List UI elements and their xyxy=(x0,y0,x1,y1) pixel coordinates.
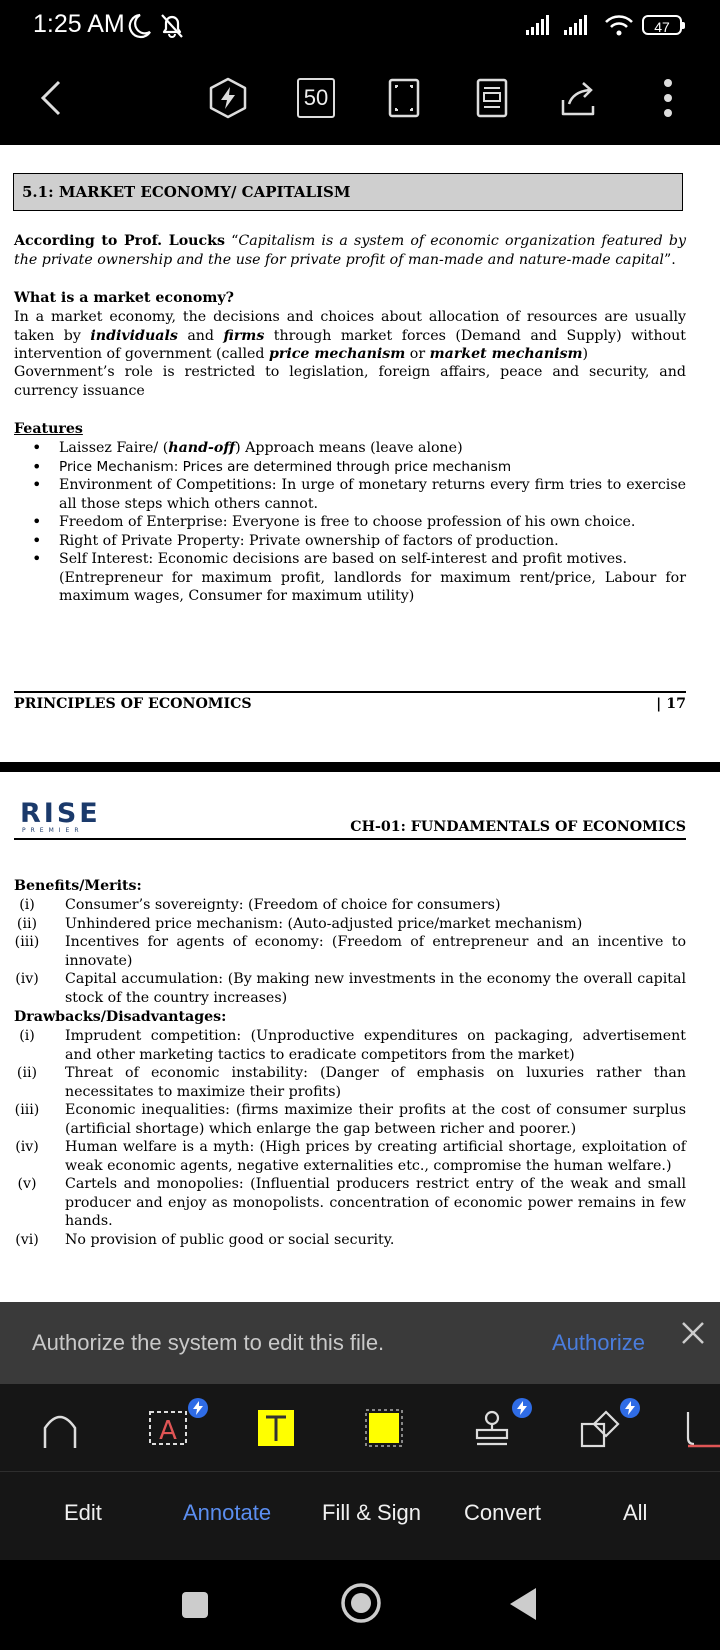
viewer-toolbar xyxy=(0,56,720,144)
stamp-icon xyxy=(472,1408,512,1448)
text-run: through market forces (Demand and Supply) without intervention of government (called xyxy=(14,327,686,362)
home-circle-icon xyxy=(340,1582,382,1624)
bolt-icon xyxy=(192,1401,204,1415)
drawbacks-heading: Drawbacks/Disadvantages: xyxy=(14,1009,227,1025)
drawbacks-list xyxy=(14,1027,686,1249)
list-item xyxy=(14,1064,686,1101)
bell-muted-icon xyxy=(162,15,182,37)
item-number: (vi) xyxy=(15,1231,39,1248)
document-icon xyxy=(476,78,508,118)
item-text: Economic inequalities: (firms maximize their profits at the cost of consumer surplus (artificial shortage) which enlarge the gap between richer and poorer.) xyxy=(65,1102,686,1137)
bolt-icon xyxy=(516,1401,528,1415)
share-icon xyxy=(559,78,601,118)
list-item xyxy=(14,933,686,970)
premium-badge xyxy=(620,1398,640,1418)
premium-badge xyxy=(188,1398,208,1418)
moon-icon xyxy=(126,12,186,40)
emphasis-firms: firms xyxy=(223,327,265,344)
logo-subtext: PREMIER xyxy=(22,827,84,834)
list-item xyxy=(14,970,686,1007)
header-divider xyxy=(14,838,686,840)
market-economy-heading: What is a market economy? xyxy=(14,290,234,306)
footer-page-number: | 17 xyxy=(656,696,686,712)
chapter-title: CH-01: FUNDAMENTALS OF ECONOMICS xyxy=(350,819,686,835)
authorize-button[interactable]: Authorize xyxy=(552,1330,645,1355)
item-text: Incentives for agents of economy: (Freedom of entrepreneur and an incentive to innovate) xyxy=(65,934,686,969)
premium-badge xyxy=(512,1398,532,1418)
list-item xyxy=(14,915,686,934)
item-number: (i) xyxy=(19,897,35,913)
underline-tool[interactable] xyxy=(680,1402,720,1454)
tab-annotate[interactable]: Annotate xyxy=(183,1500,272,1525)
list-item xyxy=(14,896,686,915)
reading-mode-button[interactable] xyxy=(468,74,516,122)
tab-convert[interactable]: Convert xyxy=(464,1500,542,1525)
benefits-list xyxy=(14,896,686,1007)
fit-page-icon xyxy=(388,78,420,118)
tab-fill-sign[interactable]: Fill & Sign xyxy=(322,1500,422,1525)
item-number: (ii) xyxy=(16,1065,38,1081)
back-button[interactable] xyxy=(28,74,76,122)
page-count-button[interactable] xyxy=(292,74,340,122)
item-text: Threat of economic instability: (Danger of emphasis on luxuries rather than necessitates to maximize their profits) xyxy=(65,1065,686,1100)
text-run: In a market economy, the decisions and choices about allocation of resources are usually taken by xyxy=(14,309,686,344)
triangle-back-icon xyxy=(508,1586,538,1622)
square-icon xyxy=(180,1590,210,1620)
page-count: 50 xyxy=(297,78,335,118)
text-run: and xyxy=(177,327,224,344)
annotation-tools xyxy=(0,1384,720,1472)
chevron-left-icon xyxy=(37,78,67,118)
item-text: Consumer’s sovereignty: (Freedom of choice for consumers) xyxy=(65,897,501,913)
text-run: ) xyxy=(582,346,589,362)
logo-text: RISE xyxy=(20,798,101,829)
close-icon xyxy=(678,1318,708,1348)
list-item xyxy=(14,1231,686,1250)
list-item xyxy=(14,1027,686,1064)
document-page-17 xyxy=(0,145,720,762)
quote-open: “ xyxy=(224,233,239,249)
recents-button[interactable] xyxy=(180,1590,210,1624)
text-box-tool[interactable] xyxy=(142,1402,194,1454)
close-banner-button[interactable] xyxy=(678,1318,708,1348)
document-page-18 xyxy=(0,772,720,1302)
list-item: • Price Mechanism: Prices are determined through price mechanism xyxy=(14,458,686,477)
item-number: (iv) xyxy=(15,1139,39,1155)
text-run: ) Approach means (leave alone) xyxy=(235,440,463,456)
shapes-icon xyxy=(580,1408,620,1448)
page-separator xyxy=(0,762,720,772)
market-economy-paragraph xyxy=(14,308,686,364)
text-run: Laissez Faire/ ( xyxy=(59,440,169,456)
item-number: (ii) xyxy=(16,915,38,932)
item-number: (iv) xyxy=(15,971,39,987)
battery-icon: 47 xyxy=(642,15,682,35)
signal-icon xyxy=(526,14,596,36)
shape-tool[interactable] xyxy=(574,1402,626,1454)
status-bar xyxy=(0,0,720,52)
section-heading: 5.1: MARKET ECONOMY/ CAPITALISM xyxy=(13,173,683,211)
features-list xyxy=(14,439,686,606)
text-run: or xyxy=(405,346,430,362)
rise-logo xyxy=(20,800,101,834)
area-highlight-tool[interactable] xyxy=(358,1402,410,1454)
footer-book-title: PRINCIPLES OF ECONOMICS xyxy=(14,696,252,712)
list-item xyxy=(14,1101,686,1138)
item-text: No provision of public good or social security. xyxy=(65,1231,395,1248)
definition-lead: According to Prof. Loucks xyxy=(14,233,225,249)
text-highlight-icon xyxy=(256,1408,296,1448)
emphasis-price-mechanism: price mechanism xyxy=(269,346,406,362)
svg-text:A: A xyxy=(159,1416,177,1446)
wifi-icon xyxy=(604,14,634,36)
tab-edit[interactable]: Edit xyxy=(64,1500,102,1525)
authorize-banner xyxy=(0,1302,720,1384)
area-highlight-icon xyxy=(364,1408,404,1448)
item-text: Cartels and monopolies: (Influential producers restrict entry of the weak and small producer and enjoy as monopolists. concentration of economic power remains in few hands. xyxy=(65,1176,686,1229)
ink-pen-tool[interactable] xyxy=(34,1402,86,1454)
item-number: (iii) xyxy=(14,934,40,950)
text-run: Self Interest: Economic decisions are based on self-interest and profit motives. xyxy=(59,551,627,567)
back-nav-button[interactable] xyxy=(508,1586,538,1626)
list-item: • Right of Private Property: Private ownership of factors of production. xyxy=(14,532,686,551)
more-vertical-icon xyxy=(662,78,674,118)
benefits-heading: Benefits/Merits: xyxy=(14,878,142,894)
share-button[interactable] xyxy=(556,74,604,122)
item-text: Human welfare is a myth: (High prices by creating artificial shortage, exploitation of weak economic agents, negative externalities etc., compromise the human welfare.) xyxy=(65,1139,686,1174)
more-options-button[interactable] xyxy=(644,74,692,122)
system-navigation-bar xyxy=(0,1560,720,1650)
list-item: • Freedom of Enterprise: Everyone is free to choose profession of his own choice. xyxy=(14,513,686,532)
item-text: Unhindered price mechanism: (Auto-adjusted price/market mechanism) xyxy=(65,915,583,932)
pen-nib-icon xyxy=(40,1406,80,1450)
emphasis-market-mechanism: market mechanism xyxy=(429,346,583,362)
stamp-tool[interactable] xyxy=(466,1402,518,1454)
list-item: • Environment of Competitions: In urge of monetary returns every firm tries to exercise all those steps which others cannot. xyxy=(14,476,686,513)
status-time: 1:25 AM xyxy=(33,10,125,38)
bottom-tab-bar xyxy=(0,1472,720,1560)
authorize-message: Authorize the system to edit this file. xyxy=(32,1330,385,1355)
list-item xyxy=(14,1138,686,1175)
definition-paragraph xyxy=(14,232,686,269)
definition-quote: Capitalism is a system of economic organization featured by the private ownership and the use for private profit of man-made and nature-made capital xyxy=(14,233,686,268)
home-button[interactable] xyxy=(340,1582,382,1628)
item-number: (i) xyxy=(19,1028,35,1044)
footer-divider xyxy=(14,691,686,693)
item-number: (v) xyxy=(17,1176,37,1192)
emphasis-individuals: individuals xyxy=(90,327,178,344)
highlight-text-tool[interactable] xyxy=(250,1402,302,1454)
status-icons-left xyxy=(126,12,186,44)
item-number: (iii) xyxy=(14,1102,40,1118)
tab-all[interactable]: All xyxy=(623,1500,648,1525)
boost-button[interactable] xyxy=(204,74,252,122)
list-item xyxy=(14,439,686,458)
text-box-icon xyxy=(148,1408,188,1448)
underline-icon xyxy=(680,1408,720,1448)
list-item xyxy=(14,550,686,606)
item-text: Imprudent competition: (Unproductive expenditures on packaging, advertisement and other marketing tactics to eradicate competitors from the market) xyxy=(65,1028,686,1063)
features-heading: Features xyxy=(14,421,83,437)
hexagon-bolt-icon xyxy=(207,76,249,120)
fit-page-button[interactable] xyxy=(380,74,428,122)
list-item xyxy=(14,1175,686,1231)
self-interest-note: (Entrepreneur for maximum profit, landlords for maximum rent/price, Labour for maximum wages, Consumer for maximum utility) xyxy=(59,569,686,604)
status-icons-right xyxy=(526,14,682,36)
emphasis-hand-off: hand-off xyxy=(168,440,236,456)
item-text: Capital accumulation: (By making new investments in the economy the overall capital stock of the country increases) xyxy=(65,971,686,1006)
government-role-paragraph: Government’s role is restricted to legislation, foreign affairs, peace and security, and currency issuance xyxy=(14,364,686,399)
bolt-icon xyxy=(624,1401,636,1415)
quote-close: ”. xyxy=(663,251,676,268)
